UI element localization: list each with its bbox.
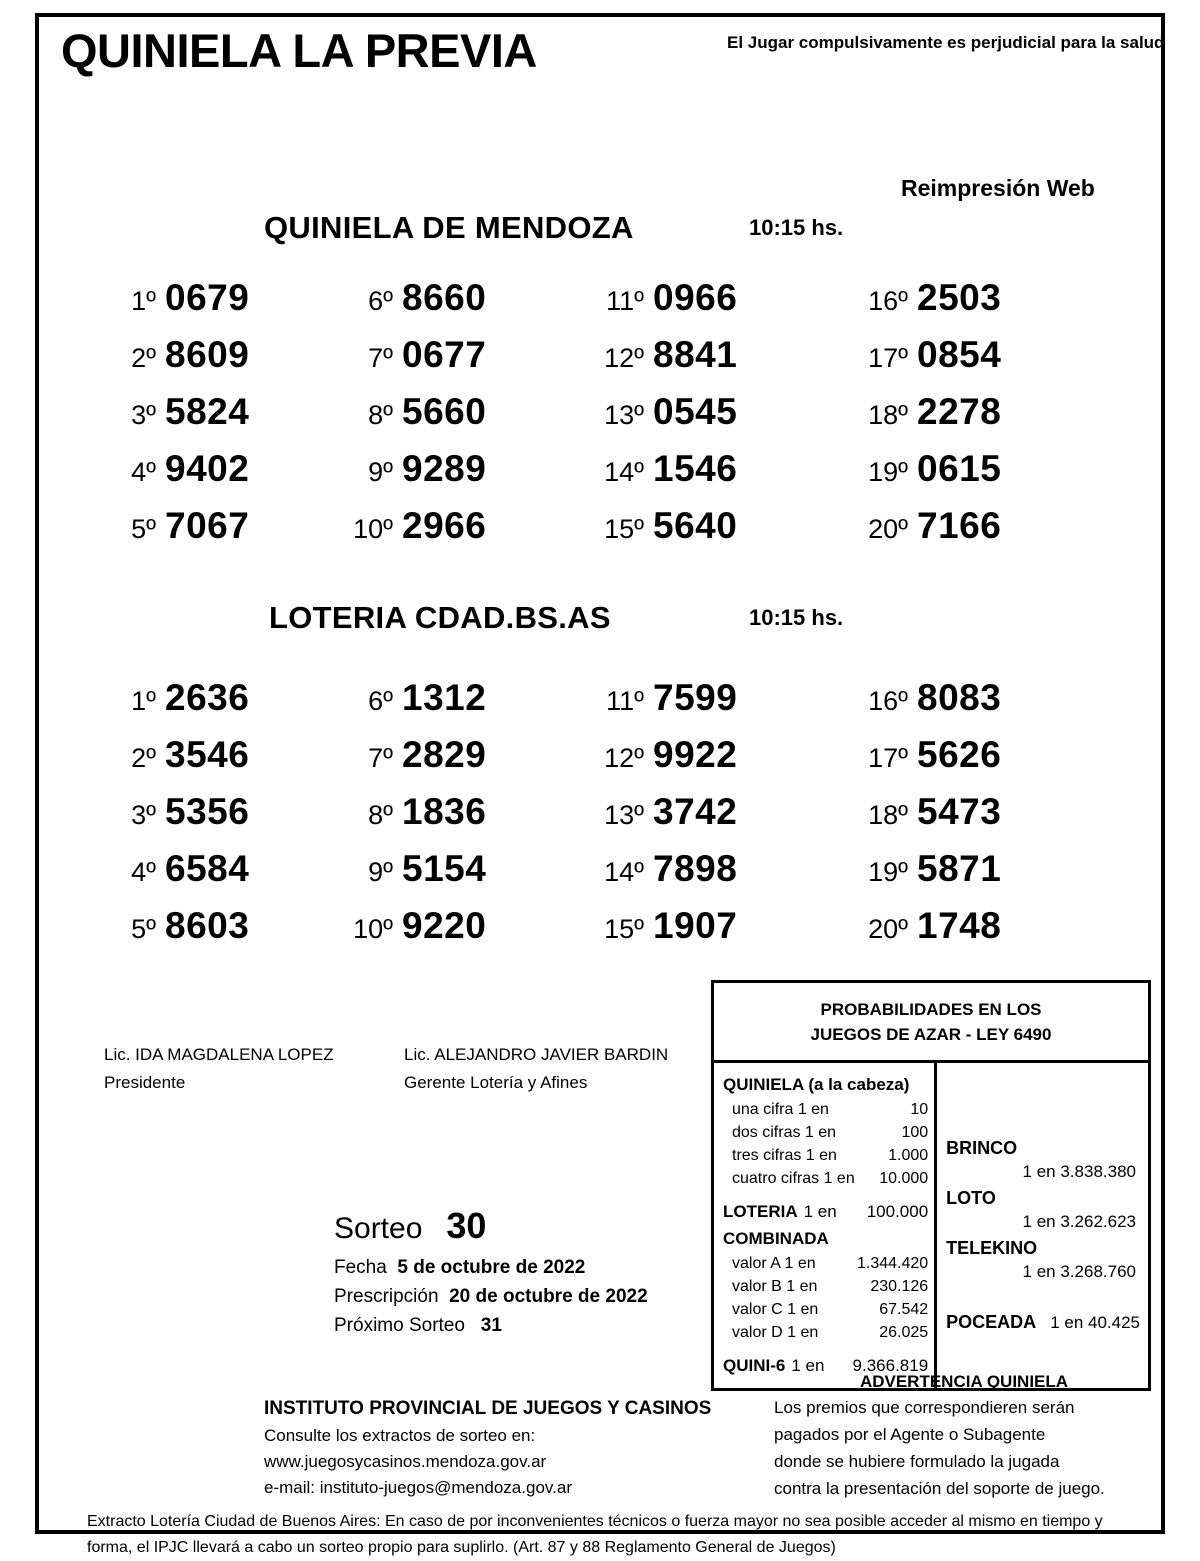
result-position: 12º bbox=[604, 743, 644, 773]
result-position: 19º bbox=[868, 457, 908, 487]
probabilities-right-column bbox=[937, 1063, 1148, 1388]
odds-label: tres cifras 1 en bbox=[732, 1147, 837, 1164]
loteria-value: 100.000 bbox=[866, 1202, 929, 1221]
result-value: 8660 bbox=[402, 277, 487, 318]
result-position: 6º bbox=[368, 686, 393, 716]
result-row bbox=[595, 677, 845, 734]
probabilities-left-column bbox=[714, 1063, 937, 1388]
result-position: 16º bbox=[868, 286, 908, 316]
result-position: 8º bbox=[368, 400, 393, 430]
loteria-label: LOTERIA bbox=[723, 1202, 798, 1221]
institute-email[interactable]: e-mail: instituto-juegos@mendoza.gov.ar bbox=[264, 1478, 572, 1497]
document-header bbox=[39, 17, 1165, 87]
result-value: 7599 bbox=[653, 677, 738, 718]
poceada-group bbox=[946, 1310, 1140, 1334]
odds-value: 10 bbox=[910, 1101, 929, 1118]
result-value: 0679 bbox=[165, 277, 250, 318]
poceada-label: POCEADA bbox=[946, 1312, 1037, 1332]
advertencia-title: ADVERTENCIA QUINIELA bbox=[859, 1372, 1069, 1391]
result-position: 18º bbox=[868, 400, 908, 430]
result-row bbox=[859, 448, 1109, 505]
telekino-label: TELEKINO bbox=[946, 1238, 1038, 1258]
result-position: 2º bbox=[131, 343, 156, 373]
result-value: 0677 bbox=[402, 334, 487, 375]
number-column bbox=[344, 677, 594, 962]
result-position: 9º bbox=[368, 857, 393, 887]
reprint-label: Reimpresión Web bbox=[901, 175, 1095, 201]
result-position: 7º bbox=[368, 343, 393, 373]
page-title: QUINIELA LA PREVIA bbox=[61, 24, 537, 77]
odds-label: valor A 1 en bbox=[732, 1255, 816, 1272]
result-row bbox=[859, 277, 1109, 334]
sorteo-prescripcion-value: 20 de octubre de 2022 bbox=[449, 1286, 648, 1307]
result-position: 2º bbox=[131, 743, 156, 773]
result-position: 3º bbox=[131, 800, 156, 830]
loto-label: LOTO bbox=[946, 1188, 996, 1208]
result-row bbox=[595, 905, 845, 962]
document-frame bbox=[35, 13, 1165, 1556]
result-row bbox=[859, 791, 1109, 848]
result-row bbox=[344, 734, 594, 791]
result-position: 5º bbox=[131, 914, 156, 944]
draw-title-mendoza: QUINIELA DE MENDOZA bbox=[264, 210, 634, 245]
result-row bbox=[595, 734, 845, 791]
bottom-disclaimer-line: Extracto Lotería Ciudad de Buenos Aires: En caso de por inconvenientes técnicos o fuerza mayor no sea posible acceder al mismo en tiempo y bbox=[87, 1513, 1103, 1530]
result-position: 14º bbox=[604, 857, 644, 887]
result-position: 1º bbox=[131, 286, 156, 316]
draw-time-mendoza: 10:15 hs. bbox=[749, 215, 844, 240]
result-row bbox=[595, 277, 845, 334]
odds-row bbox=[723, 1121, 928, 1144]
result-position: 10º bbox=[353, 514, 393, 544]
result-value: 8603 bbox=[165, 905, 250, 946]
bottom-disclaimer bbox=[87, 1509, 1187, 1561]
result-position: 20º bbox=[868, 514, 908, 544]
odds-value: 1.344.420 bbox=[856, 1255, 929, 1272]
loto-group bbox=[946, 1186, 1140, 1234]
result-value: 3546 bbox=[165, 734, 250, 775]
result-value: 2278 bbox=[917, 391, 1002, 432]
signature-president bbox=[104, 1041, 334, 1097]
result-value: 2829 bbox=[402, 734, 487, 775]
draw-section-loteria-caba bbox=[39, 572, 1161, 946]
result-position: 17º bbox=[868, 743, 908, 773]
sorteo-number: 30 bbox=[446, 1205, 487, 1246]
result-value: 8083 bbox=[917, 677, 1002, 718]
result-position: 8º bbox=[368, 800, 393, 830]
result-position: 14º bbox=[604, 457, 644, 487]
spacer bbox=[723, 1344, 928, 1352]
odds-value: 1.000 bbox=[888, 1147, 929, 1164]
result-position: 15º bbox=[604, 914, 644, 944]
number-column bbox=[859, 677, 1109, 962]
result-position: 10º bbox=[353, 914, 393, 944]
odds-value: 10.000 bbox=[879, 1170, 929, 1187]
odds-row bbox=[723, 1275, 928, 1298]
result-value: 5473 bbox=[917, 791, 1002, 832]
result-value: 8841 bbox=[653, 334, 738, 375]
quini6-label: QUINI-6 bbox=[723, 1356, 786, 1375]
result-value: 2966 bbox=[402, 505, 487, 546]
result-position: 6º bbox=[368, 286, 393, 316]
probabilities-title-line1: PROBABILIDADES EN LOS bbox=[820, 1000, 1042, 1019]
result-position: 4º bbox=[131, 457, 156, 487]
odds-row bbox=[723, 1252, 928, 1275]
result-position: 17º bbox=[868, 343, 908, 373]
result-position: 9º bbox=[368, 457, 393, 487]
advertencia-line: contra la presentación del soporte de juego. bbox=[774, 1479, 1105, 1498]
loto-odds: 1 en 3.262.623 bbox=[1022, 1212, 1136, 1231]
odds-label: valor C 1 en bbox=[732, 1301, 819, 1318]
sorteo-fecha-value: 5 de octubre de 2022 bbox=[397, 1257, 586, 1278]
result-row bbox=[344, 505, 594, 562]
probabilities-body bbox=[714, 1063, 1148, 1388]
signature-role: Gerente Lotería y Afines bbox=[404, 1073, 588, 1092]
result-value: 1748 bbox=[917, 905, 1002, 946]
result-position: 20º bbox=[868, 914, 908, 944]
result-value: 2636 bbox=[165, 677, 250, 718]
sorteo-label: Sorteo bbox=[334, 1212, 423, 1245]
result-value: 7166 bbox=[917, 505, 1002, 546]
number-column bbox=[107, 277, 357, 562]
result-value: 0545 bbox=[653, 391, 738, 432]
result-value: 9289 bbox=[402, 448, 487, 489]
odds-label: valor B 1 en bbox=[732, 1278, 818, 1295]
odds-row bbox=[723, 1167, 928, 1190]
result-position: 12º bbox=[604, 343, 644, 373]
result-row bbox=[859, 905, 1109, 962]
result-row bbox=[859, 505, 1109, 562]
result-value: 5871 bbox=[917, 848, 1002, 889]
result-row bbox=[595, 448, 845, 505]
advertencia-line: donde se hubiere formulado la jugada bbox=[774, 1452, 1060, 1471]
sorteo-fecha bbox=[334, 1253, 734, 1282]
advertencia-line: Los premios que correspondieren serán bbox=[774, 1398, 1075, 1417]
result-row bbox=[595, 334, 845, 391]
odds-label: dos cifras 1 en bbox=[732, 1124, 837, 1141]
result-position: 7º bbox=[368, 743, 393, 773]
number-column bbox=[859, 277, 1109, 562]
result-value: 5824 bbox=[165, 391, 250, 432]
result-value: 1907 bbox=[653, 905, 738, 946]
result-value: 5626 bbox=[917, 734, 1002, 775]
result-value: 9922 bbox=[653, 734, 738, 775]
result-row bbox=[344, 334, 594, 391]
quini6-value: 9.366.819 bbox=[852, 1356, 929, 1375]
result-position: 13º bbox=[604, 800, 644, 830]
brinco-group bbox=[946, 1136, 1140, 1184]
result-row bbox=[595, 391, 845, 448]
result-value: 9402 bbox=[165, 448, 250, 489]
result-value: 5356 bbox=[165, 791, 250, 832]
advertencia-line: pagados por el Agente o Subagente bbox=[774, 1425, 1046, 1444]
gambling-warning: El Jugar compulsivamente es perjudicial para la salud bbox=[727, 33, 1165, 52]
odds-label: cuatro cifras 1 en bbox=[732, 1170, 855, 1187]
sorteo-fecha-label: Fecha bbox=[334, 1257, 387, 1278]
probabilities-title-line2: JUEGOS DE AZAR - LEY 6490 bbox=[810, 1025, 1052, 1044]
result-value: 5660 bbox=[402, 391, 487, 432]
number-column bbox=[344, 277, 594, 562]
institute-title: INSTITUTO PROVINCIAL DE JUEGOS Y CASINOS bbox=[264, 1398, 712, 1419]
loteria-mid: 1 en bbox=[803, 1202, 837, 1221]
quiniela-head: QUINIELA (a la cabeza) bbox=[723, 1075, 910, 1094]
brinco-odds: 1 en 3.838.380 bbox=[1022, 1162, 1136, 1181]
telekino-odds: 1 en 3.268.760 bbox=[1022, 1262, 1136, 1281]
institute-block bbox=[264, 1395, 744, 1501]
odds-row bbox=[723, 1298, 928, 1321]
result-value: 0615 bbox=[917, 448, 1002, 489]
probabilities-box bbox=[711, 980, 1151, 1391]
odds-label: valor D 1 en bbox=[732, 1324, 819, 1341]
result-row bbox=[107, 277, 357, 334]
draw-time-loteria-caba: 10:15 hs. bbox=[749, 605, 844, 630]
sorteo-prescripcion-label: Prescripción bbox=[334, 1286, 439, 1307]
odds-value: 67.542 bbox=[879, 1301, 929, 1318]
result-value: 1546 bbox=[653, 448, 738, 489]
result-row bbox=[107, 505, 357, 562]
result-value: 0966 bbox=[653, 277, 738, 318]
signature-name: Lic. IDA MAGDALENA LOPEZ bbox=[104, 1045, 334, 1064]
result-value: 1836 bbox=[402, 791, 487, 832]
number-column bbox=[107, 677, 357, 962]
number-column bbox=[595, 277, 845, 562]
result-row bbox=[107, 448, 357, 505]
sorteo-proximo-label: Próximo Sorteo bbox=[334, 1315, 465, 1336]
result-position: 15º bbox=[604, 514, 644, 544]
odds-value: 100 bbox=[901, 1124, 929, 1141]
result-row bbox=[107, 334, 357, 391]
result-row bbox=[344, 677, 594, 734]
result-row bbox=[595, 791, 845, 848]
result-value: 0854 bbox=[917, 334, 1002, 375]
odds-value: 230.126 bbox=[870, 1278, 929, 1295]
probabilities-title bbox=[714, 983, 1148, 1063]
result-value: 9220 bbox=[402, 905, 487, 946]
advertencia-block bbox=[774, 1369, 1154, 1502]
signature-name: Lic. ALEJANDRO JAVIER BARDIN bbox=[404, 1045, 669, 1064]
result-row bbox=[344, 277, 594, 334]
result-row bbox=[859, 734, 1109, 791]
result-row bbox=[107, 791, 357, 848]
result-row bbox=[344, 448, 594, 505]
result-value: 5640 bbox=[653, 505, 738, 546]
number-column bbox=[595, 677, 845, 962]
result-value: 2503 bbox=[917, 277, 1002, 318]
quini6-mid: 1 en bbox=[791, 1356, 825, 1375]
odds-label: una cifra 1 en bbox=[732, 1101, 829, 1118]
poceada-odds: 1 en 40.425 bbox=[1050, 1313, 1140, 1332]
spacer bbox=[946, 1072, 1140, 1136]
result-position: 1º bbox=[131, 686, 156, 716]
institute-consult-line: Consulte los extractos de sorteo en: bbox=[264, 1426, 536, 1445]
odds-row bbox=[723, 1321, 928, 1344]
result-value: 8609 bbox=[165, 334, 250, 375]
result-position: 19º bbox=[868, 857, 908, 887]
result-value: 7898 bbox=[653, 848, 738, 889]
result-position: 11º bbox=[606, 286, 644, 316]
result-value: 6584 bbox=[165, 848, 250, 889]
result-position: 11º bbox=[606, 686, 644, 716]
result-position: 13º bbox=[604, 400, 644, 430]
result-row bbox=[107, 734, 357, 791]
sorteo-proximo bbox=[334, 1311, 734, 1340]
sorteo-prescripcion bbox=[334, 1282, 734, 1311]
result-value: 1312 bbox=[402, 677, 487, 718]
loteria-odds-row bbox=[723, 1198, 928, 1226]
result-row bbox=[107, 848, 357, 905]
result-position: 5º bbox=[131, 514, 156, 544]
result-row bbox=[344, 791, 594, 848]
spacer bbox=[723, 1190, 928, 1198]
result-row bbox=[595, 505, 845, 562]
result-row bbox=[859, 334, 1109, 391]
combinada-head: COMBINADA bbox=[723, 1229, 829, 1248]
draw-header-mendoza bbox=[39, 167, 1161, 245]
result-position: 16º bbox=[868, 686, 908, 716]
result-value: 5154 bbox=[402, 848, 487, 889]
result-value: 7067 bbox=[165, 505, 250, 546]
draw-title-loteria-caba: LOTERIA CDAD.BS.AS bbox=[269, 600, 611, 635]
result-row bbox=[107, 391, 357, 448]
signature-manager bbox=[404, 1041, 668, 1097]
result-row bbox=[859, 848, 1109, 905]
result-position: 18º bbox=[868, 800, 908, 830]
result-row bbox=[344, 391, 594, 448]
odds-row bbox=[723, 1098, 928, 1121]
bottom-disclaimer-line: forma, el IPJC llevará a cabo un sorteo propio para suplirlo. (Art. 87 y 88 Reglamento General de Juegos) bbox=[87, 1539, 836, 1556]
result-row bbox=[344, 905, 594, 962]
sorteo-heading bbox=[334, 1205, 734, 1247]
result-position: 3º bbox=[131, 400, 156, 430]
draw-section-mendoza bbox=[39, 167, 1161, 546]
draw-header-loteria-caba bbox=[39, 572, 1161, 635]
odds-row bbox=[723, 1144, 928, 1167]
result-row bbox=[107, 905, 357, 962]
signature-role: Presidente bbox=[104, 1073, 186, 1092]
sorteo-proximo-value: 31 bbox=[480, 1315, 502, 1336]
result-row bbox=[859, 677, 1109, 734]
sorteo-block bbox=[334, 1205, 734, 1340]
result-position: 4º bbox=[131, 857, 156, 887]
result-row bbox=[859, 391, 1109, 448]
institute-website[interactable]: www.juegosycasinos.mendoza.gov.ar bbox=[264, 1452, 547, 1471]
result-row bbox=[344, 848, 594, 905]
result-value: 3742 bbox=[653, 791, 738, 832]
odds-value: 26.025 bbox=[879, 1324, 929, 1341]
result-row bbox=[595, 848, 845, 905]
result-row bbox=[107, 677, 357, 734]
telekino-group bbox=[946, 1236, 1140, 1284]
brinco-label: BRINCO bbox=[946, 1138, 1018, 1158]
